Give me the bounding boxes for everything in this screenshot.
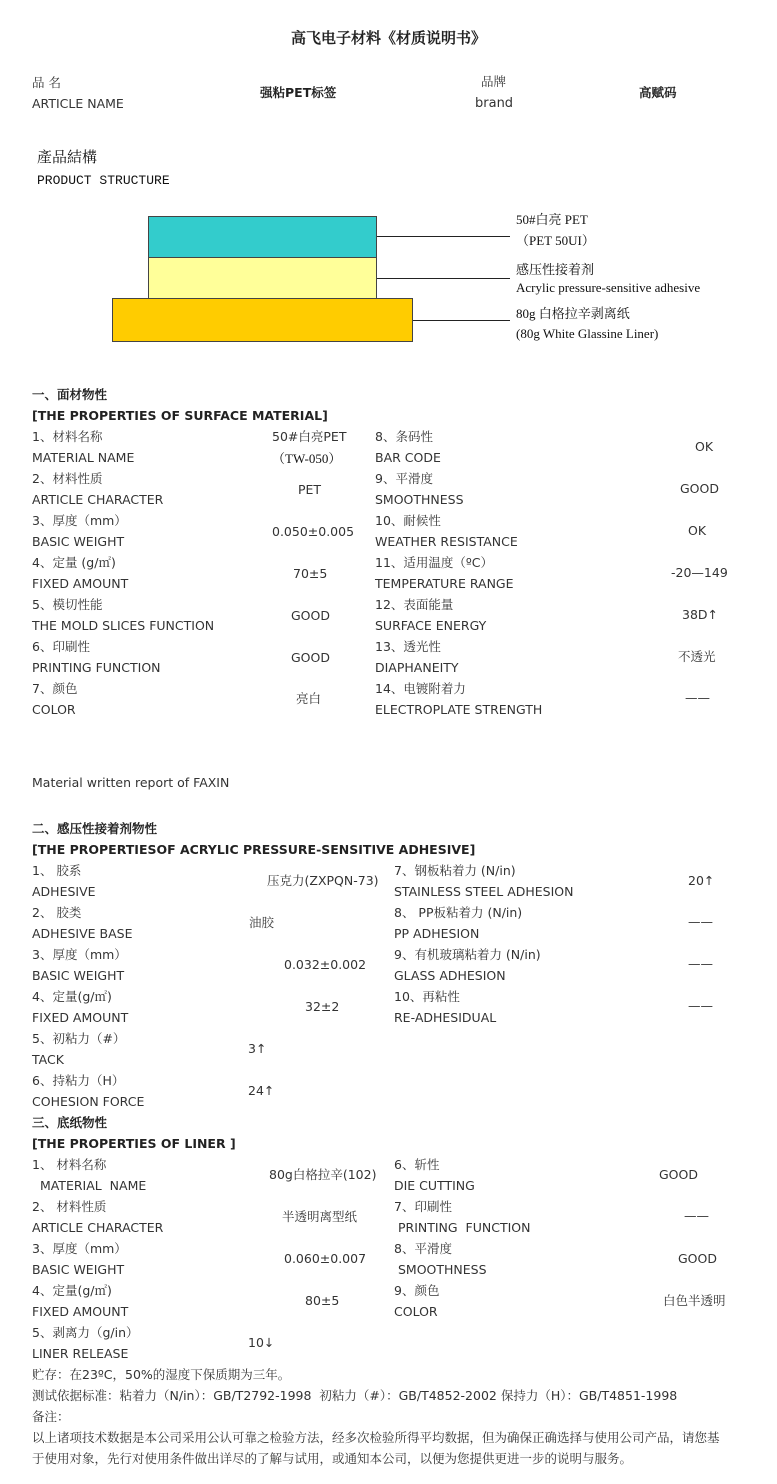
s3-item3-en: BASIC WEIGHT <box>32 1262 125 1277</box>
s2-item7-en: STAINLESS STEEL ADHESION <box>394 884 574 899</box>
s1-item1-value2: （TW-050） <box>272 451 342 466</box>
s1-item4-en: FIXED AMOUNT <box>32 576 129 591</box>
s1-item2-value: PET <box>298 482 322 497</box>
s2-item1-value: 压克力(ZXPQN-73) <box>267 873 379 888</box>
section1-heading-en: [THE PROPERTIES OF SURFACE MATERIAL] <box>32 408 328 423</box>
s1-item6-value: GOOD <box>291 650 330 665</box>
page-title: 高飞电子材料《材质说明书》 <box>290 29 486 47</box>
structure-title-cn: 產品結構 <box>37 150 98 166</box>
s1-item14-en: ELECTROPLATE STRENGTH <box>375 702 543 717</box>
storage-note: 贮存：在23ºC，50%的湿度下保质期为三年。 <box>32 1367 291 1382</box>
brand-cn: 品牌 <box>481 74 507 89</box>
s1-item11-cn: 11、适用温度（ºC） <box>375 555 494 570</box>
s2-item5-en: TACK <box>32 1052 64 1067</box>
s1-item13-en: DIAPHANEITY <box>375 660 459 675</box>
s3-item5-cn: 5、剥离力（g/in） <box>32 1325 139 1340</box>
s2-item7-cn: 7、钢板粘着力 (N/in) <box>394 863 516 878</box>
s1-item12-value: 38D↑ <box>682 607 719 622</box>
s3-item3-value: 0.060±0.007 <box>284 1251 367 1266</box>
s2-item6-value: 24↑ <box>248 1083 275 1098</box>
brand-value: 高赋码 <box>639 85 677 100</box>
remark-label: 备注： <box>32 1409 70 1424</box>
s1-item7-en: COLOR <box>32 702 76 717</box>
s2-item10-en: RE-ADHESIDUAL <box>394 1010 497 1025</box>
label-adhesive-2: Acrylic pressure-sensitive adhesive <box>516 280 701 295</box>
s1-item4-cn: 4、定量 (g/㎡) <box>32 555 116 570</box>
label-face-2: （PET 50UI） <box>516 233 595 248</box>
s1-item9-en: SMOOTHNESS <box>375 492 464 507</box>
s1-item1-value: 50#白亮PET <box>272 429 347 444</box>
s2-item3-cn: 3、厚度（mm） <box>32 947 127 962</box>
layer-pet-face <box>148 216 377 258</box>
s1-item4-value: 70±5 <box>293 566 328 581</box>
s1-item5-en: THE MOLD SLICES FUNCTION <box>32 618 215 633</box>
s2-item6-cn: 6、持粘力（H） <box>32 1073 125 1088</box>
s1-item1-en: MATERIAL NAME <box>32 450 135 465</box>
s3-item6-en: DIE CUTTING <box>394 1178 475 1193</box>
s1-item14-cn: 14、电镀附着力 <box>375 681 466 696</box>
label-liner-1: 80g 白格拉辛剥离纸 <box>516 306 630 321</box>
remark-line-2: 于使用对象，先行对使用条件做出详尽的了解与试用，或通知本公司，以便为您提供更进一步的说明与服务。 <box>32 1451 633 1466</box>
s1-item6-en: PRINTING FUNCTION <box>32 660 161 675</box>
s1-item14-value: —— <box>685 690 710 705</box>
section3-heading-en: [THE PROPERTIES OF LINER ] <box>32 1136 236 1151</box>
section2-heading-cn: 二、感压性接着剂物性 <box>32 821 158 836</box>
s3-item6-value: GOOD <box>659 1167 698 1182</box>
label-face-1: 50#白亮 PET <box>516 212 588 227</box>
s1-item12-en: SURFACE ENERGY <box>375 618 487 633</box>
s2-item6-en: COHESION FORCE <box>32 1094 145 1109</box>
s1-item3-cn: 3、厚度（mm） <box>32 513 127 528</box>
s1-item9-value: GOOD <box>680 481 719 496</box>
section2-heading-en: [THE PROPERTIESOF ACRYLIC PRESSURE-SENSITIVE ADHESIVE] <box>32 842 476 857</box>
article-name-cn: 品 名 <box>32 75 61 90</box>
s1-item8-value: OK <box>695 439 714 454</box>
section1-heading-cn: 一、面材物性 <box>32 387 108 402</box>
s3-item8-cn: 8、平滑度 <box>394 1241 452 1256</box>
s3-item1-cn: 1、 材料名称 <box>32 1157 107 1172</box>
s2-item4-value: 32±2 <box>305 999 340 1014</box>
s3-item7-cn: 7、印刷性 <box>394 1199 452 1214</box>
s1-item10-en: WEATHER RESISTANCE <box>375 534 518 549</box>
s3-item2-cn: 2、 材料性质 <box>32 1199 107 1214</box>
s3-item7-value: —— <box>684 1208 709 1223</box>
s1-item1-cn: 1、材料名称 <box>32 429 103 444</box>
s2-item9-en: GLASS ADHESION <box>394 968 506 983</box>
s3-item4-cn: 4、定量(g/㎡) <box>32 1283 112 1298</box>
report-note: Material written report of FAXIN <box>32 775 230 790</box>
s1-item3-value: 0.050±0.005 <box>272 524 355 539</box>
s3-item4-en: FIXED AMOUNT <box>32 1304 129 1319</box>
leader-line-mid <box>377 278 510 279</box>
s3-item5-value: 10↓ <box>248 1335 275 1350</box>
s1-item6-cn: 6、印刷性 <box>32 639 90 654</box>
s1-item8-cn: 8、条码性 <box>375 429 433 444</box>
s2-item7-value: 20↑ <box>688 873 715 888</box>
s1-item13-cn: 13、透光性 <box>375 639 441 654</box>
s2-item2-value: 油胶 <box>249 915 275 930</box>
s3-item9-en: COLOR <box>394 1304 438 1319</box>
s2-item8-cn: 8、 PP板粘着力 (N/in) <box>394 905 523 920</box>
s1-item10-cn: 10、耐候性 <box>375 513 441 528</box>
s1-item11-en: TEMPERATURE RANGE <box>375 576 514 591</box>
s2-item9-value: —— <box>688 956 713 971</box>
s2-item4-en: FIXED AMOUNT <box>32 1010 129 1025</box>
s3-item2-value: 半透明离型纸 <box>282 1209 358 1224</box>
s2-item3-en: BASIC WEIGHT <box>32 968 125 983</box>
structure-title-en: PRODUCT STRUCTURE <box>37 173 170 188</box>
s2-item10-value: —— <box>688 998 713 1013</box>
s3-item6-cn: 6、斩性 <box>394 1157 440 1172</box>
s1-item9-cn: 9、平滑度 <box>375 471 433 486</box>
s3-item4-value: 80±5 <box>305 1293 340 1308</box>
leader-line-top <box>377 236 510 237</box>
s2-item10-cn: 10、再粘性 <box>394 989 460 1004</box>
s2-item1-en: ADHESIVE <box>32 884 96 899</box>
s3-item9-value: 白色半透明 <box>663 1293 726 1308</box>
s1-item5-value: GOOD <box>291 608 330 623</box>
s3-item5-en: LINER RELEASE <box>32 1346 129 1361</box>
s1-item2-cn: 2、材料性质 <box>32 471 103 486</box>
s1-item10-value: OK <box>688 523 707 538</box>
layer-liner <box>112 298 413 342</box>
s2-item2-en: ADHESIVE BASE <box>32 926 133 941</box>
s1-item3-en: BASIC WEIGHT <box>32 534 125 549</box>
article-name-value: 强粘PET标签 <box>260 85 337 100</box>
s2-item5-cn: 5、初粘力（#） <box>32 1031 126 1046</box>
s1-item11-value: -20—149 <box>671 565 728 580</box>
label-liner-2: (80g White Glassine Liner) <box>516 326 659 341</box>
s1-item12-cn: 12、表面能量 <box>375 597 454 612</box>
s3-item7-en: PRINTING FUNCTION <box>394 1220 531 1235</box>
section3-heading-cn: 三、底纸物性 <box>32 1115 108 1130</box>
s3-item8-en: SMOOTHNESS <box>394 1262 487 1277</box>
s3-item2-en: ARTICLE CHARACTER <box>32 1220 164 1235</box>
s1-item5-cn: 5、模切性能 <box>32 597 103 612</box>
s2-item1-cn: 1、 胶系 <box>32 863 82 878</box>
brand-en: brand <box>475 96 514 111</box>
s2-item3-value: 0.032±0.002 <box>284 957 367 972</box>
s1-item2-en: ARTICLE CHARACTER <box>32 492 164 507</box>
remark-line-1: 以上诸项技术数据是本公司采用公认可靠之检验方法，经多次检验所得平均数据，但为确保正确选择与使用公司产品，请您基 <box>32 1430 720 1445</box>
s2-item9-cn: 9、有机玻璃粘着力 (N/in) <box>394 947 541 962</box>
s1-item8-en: BAR CODE <box>375 450 441 465</box>
s2-item5-value: 3↑ <box>248 1041 267 1056</box>
article-name-en: ARTICLE NAME <box>32 96 124 111</box>
s3-item1-value: 80g白格拉辛(102) <box>269 1167 377 1182</box>
s2-item8-value: —— <box>688 914 713 929</box>
s2-item8-en: PP ADHESION <box>394 926 480 941</box>
s3-item8-value: GOOD <box>678 1251 717 1266</box>
s3-item1-en: MATERIAL NAME <box>32 1178 147 1193</box>
s2-item4-cn: 4、定量(g/㎡) <box>32 989 112 1004</box>
s3-item9-cn: 9、颜色 <box>394 1283 440 1298</box>
s1-item13-value: 不透光 <box>678 649 716 664</box>
s1-item7-cn: 7、颜色 <box>32 681 78 696</box>
s1-item7-value: 亮白 <box>296 691 322 706</box>
test-standards: 测试依据标准：粘着力（N/in）：GB/T2792-1998 初粘力（#）：GB/T4852-2002 保持力（H）：GB/T4851-1998 <box>32 1388 678 1403</box>
layer-adhesive <box>148 257 377 299</box>
leader-line-bottom <box>413 320 510 321</box>
s3-item3-cn: 3、厚度（mm） <box>32 1241 127 1256</box>
label-adhesive-1: 感压性接着剂 <box>516 262 595 277</box>
s2-item2-cn: 2、 胶类 <box>32 905 82 920</box>
